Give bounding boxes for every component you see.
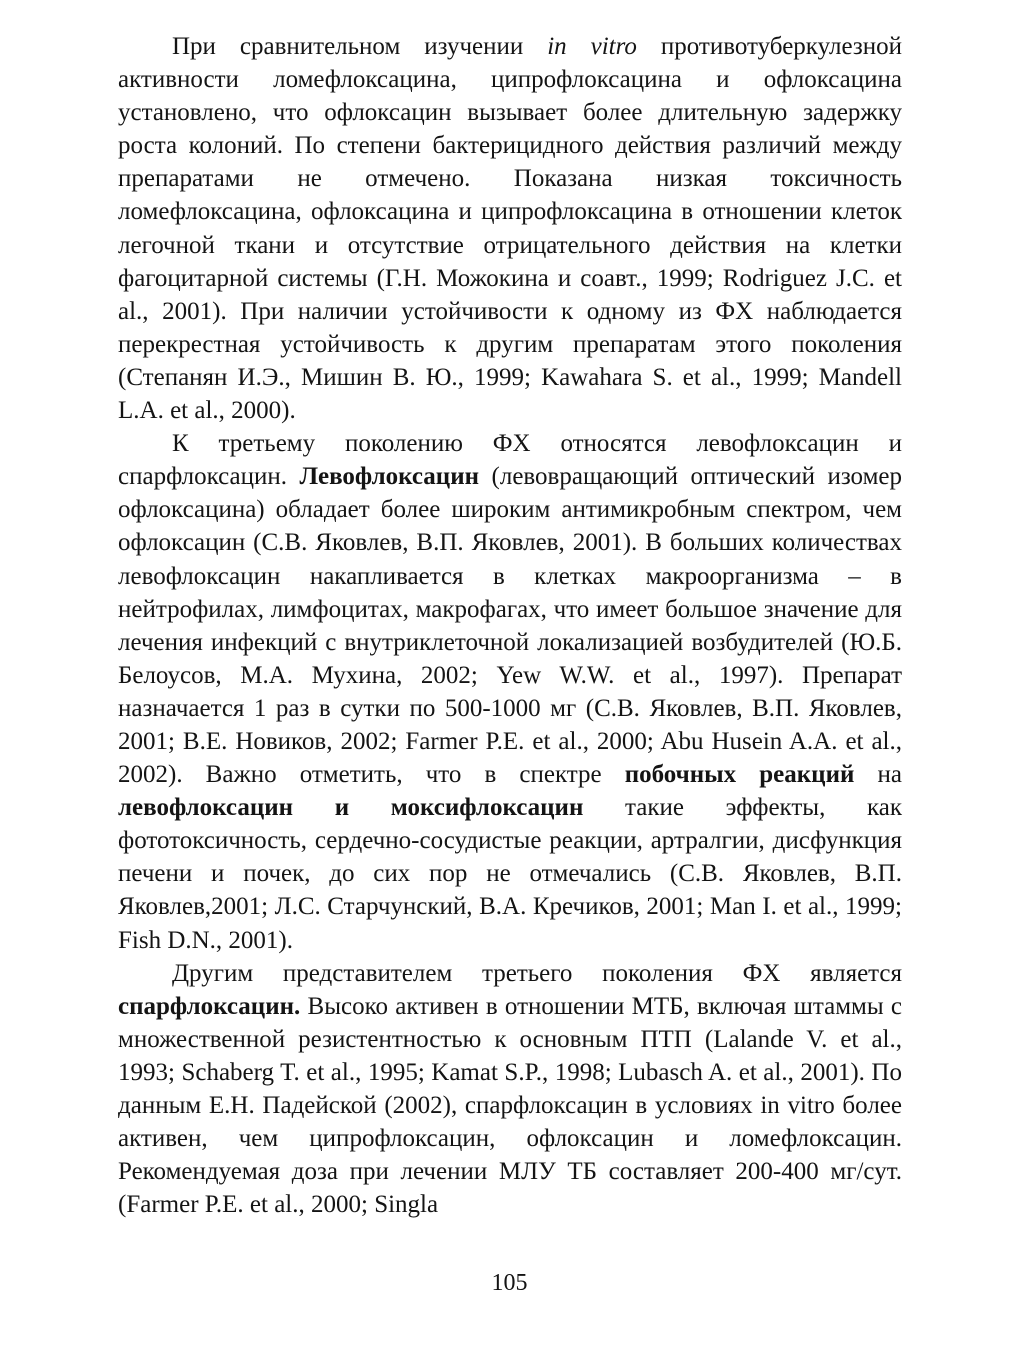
paragraph-2-bold-term-1: Левофлоксацин bbox=[299, 463, 480, 491]
paragraph-2 bbox=[118, 427, 902, 957]
paragraph-1-text-2: противотуберкулезной активности ломефлоксацина, ципрофлоксацина и офлоксацина установлено, что офлоксацин вызывает более длительную задержку роста колоний. По степени бактерицидного действия различий между препаратами не отмечено. Показана низкая токсичность ломефлоксацина, офлоксацина и ципрофлоксацина в отношении клеток легочной ткани и отсутствие отрицательного действия на клетки фагоцитарной системы (Г.Н. Можокина и соавт., 1999; Rodriguez J.C. et al., 2001). При наличии устойчивости к одному из ФХ наблюдается перекрестная устойчивость к другим препаратам этого поколения (Степанян И.Э., Мишин В. Ю., 1999; Kawahara S. et al., 1999; Mandell L.A. et al., 2000). bbox=[118, 33, 902, 425]
paragraph-2-text-4: такие эффекты, как фототоксичность, сердечно-сосудистые реакции, артралгии, дисфункция печени и почек, до сих пор не отмечались (С.В. Яковлев, В.П. Яковлев,2001; Л.С. Старчунский, В.А. Кречиков, 2001; Man I. et al., 1999; Fish D.N., 2001). bbox=[118, 794, 902, 954]
paragraph-1-italic-term: in vitro bbox=[547, 33, 637, 60]
paragraph-2-text-3: на bbox=[854, 761, 902, 789]
page-text-block bbox=[118, 30, 902, 1221]
paragraph-1-text-1: При сравнительном изучении bbox=[172, 33, 548, 60]
paragraph-2-text-2: (левовращающий оптический изомер офлоксацина) обладает более широким антимикробным спектром, чем офлоксацин (С.В. Яковлев, В.П. Яковлев, 2001). В больших количествах левофлоксацин накапливается в клетках макроорганизма – в нейтрофилах, лимфоцитах, макрофагах, что имеет большое значение для лечения инфекций с внутриклеточной локализацией возбудителей (Ю.Б. Белоусов, М.А. Мухина, 2002; Yew W.W. et al., 1997). Препарат назначается 1 раз в сутки по 500-1000 мг (С.В. Яковлев, В.П. Яковлев, 2001; В.Е. Новиков, 2002; Farmer P.E. et al., 2000; Abu Husein A.A. et al., 2002). Важно отметить, что в спектре bbox=[118, 463, 902, 789]
paragraph-2-bold-term-2: побочных реакций bbox=[624, 761, 855, 789]
paragraph-3-text-1: Другим представителем третьего поколения ФХ является bbox=[172, 959, 902, 987]
paragraph-2-text-1: К третьему поколению ФХ относятся левофлоксацин и спарфлоксацин. bbox=[118, 430, 902, 491]
paragraph-3 bbox=[118, 957, 902, 1222]
paragraph-2-bold-term-3: левофлоксацин и моксифлоксацин bbox=[118, 794, 584, 822]
paragraph-3-text-2: Высоко активен в отношении МТБ, включая штаммы с множественной резистентностью к основным ПТП (Lalande V. et al., 1993; Schaberg T. et al., 1995; Kamat S.P., 1998; Lubasch A. et al., 2001). По данным Е.Н. Падейской (2002), спарфлоксацин в условиях in vitro более активен, чем ципрофлоксацин, офлоксацин и ломефлоксацин. Рекомендуемая доза при лечении МЛУ ТБ составляет 200-400 мг/сут. (Farmer P.E. et al., 2000; Singla bbox=[118, 992, 902, 1219]
paragraph-1 bbox=[118, 30, 902, 427]
page-number: 105 bbox=[491, 1270, 528, 1296]
paragraph-3-bold-term: спарфлоксацин. bbox=[118, 992, 301, 1020]
